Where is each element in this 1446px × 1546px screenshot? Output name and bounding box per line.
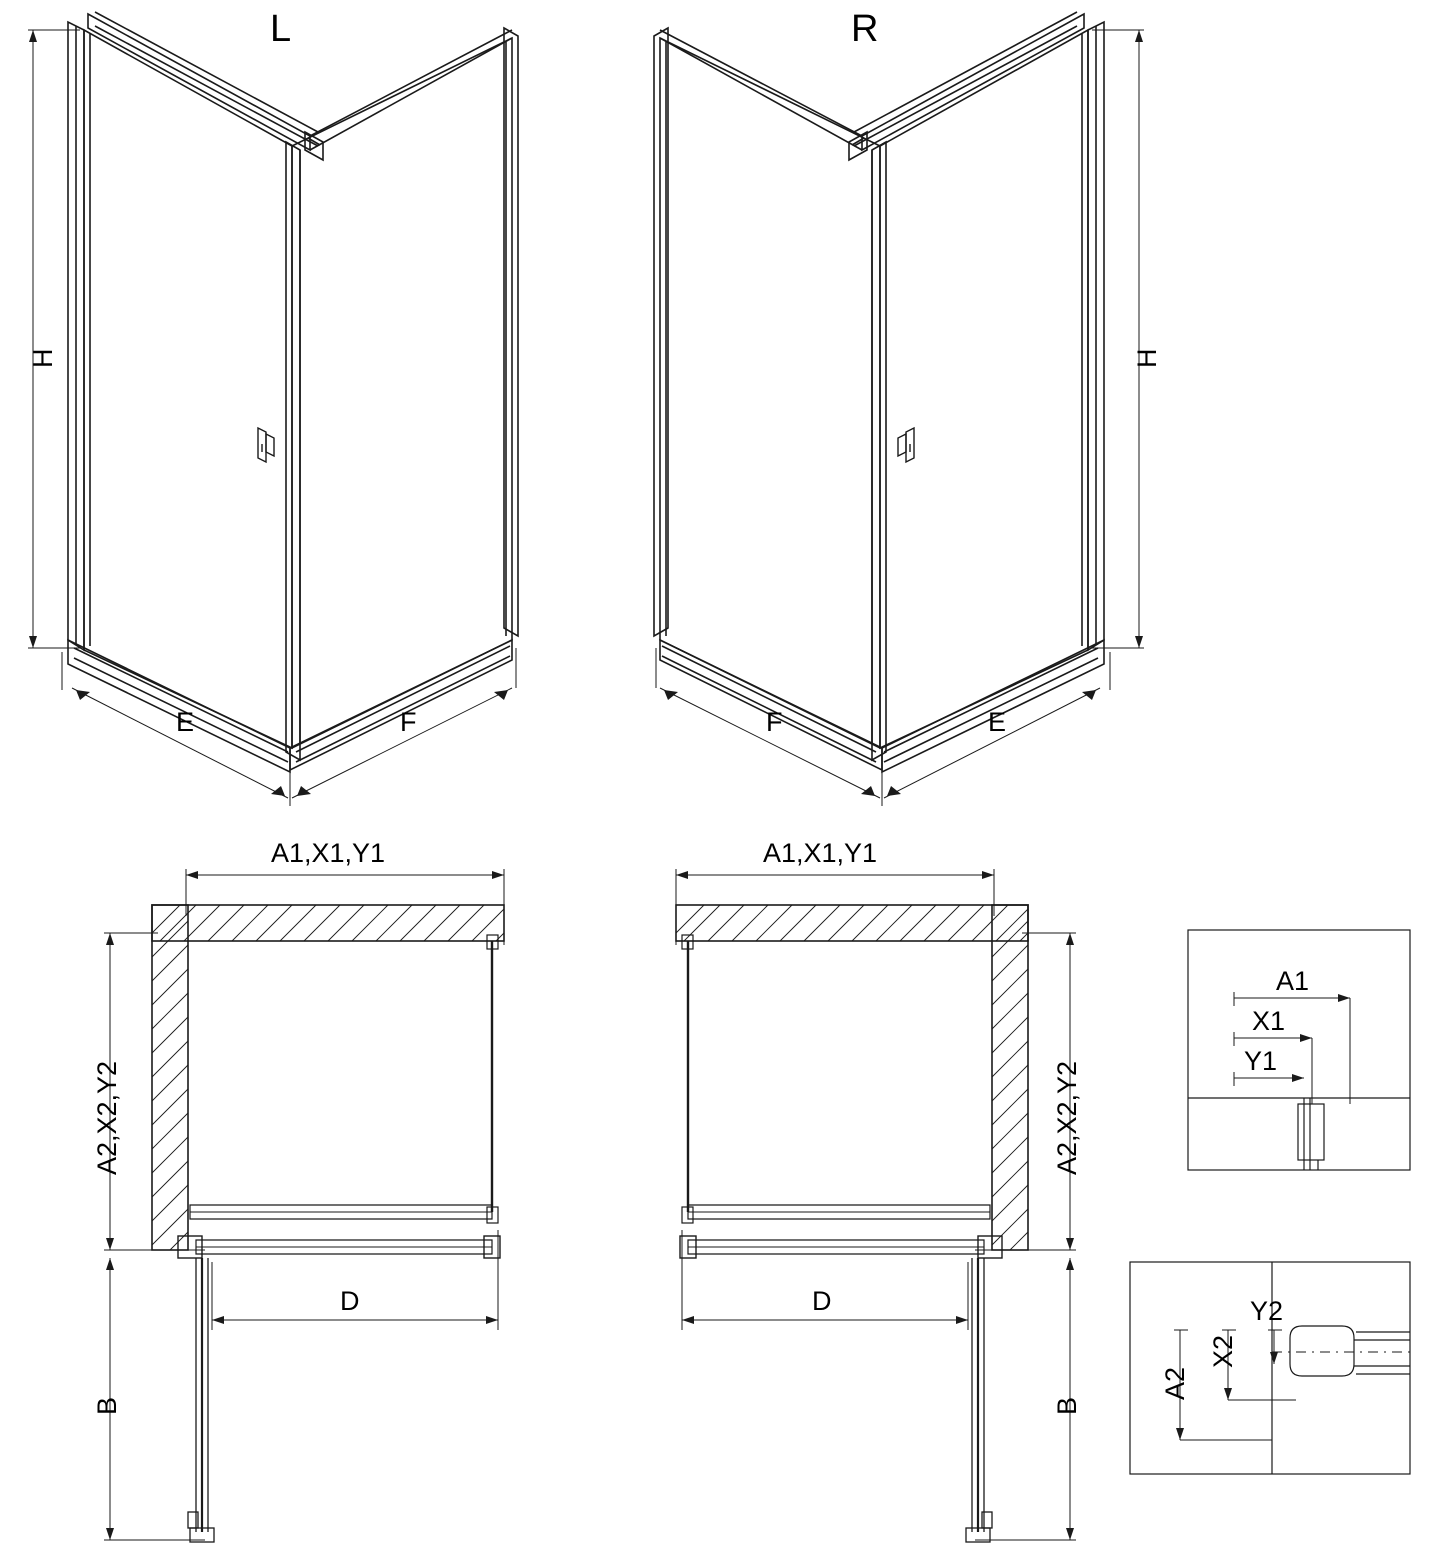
label-height-left: H [28, 348, 58, 368]
label-iso-left-e: E [176, 707, 195, 737]
label-variant-right: R [851, 8, 879, 50]
label-plan-left-top-dim: A1,X1,Y1 [271, 838, 386, 868]
label-variant-left: L [270, 8, 292, 50]
iso-right-view [654, 12, 1144, 806]
label-detail-x2: X2 [1208, 1334, 1238, 1368]
label-iso-right-f: F [766, 707, 783, 737]
label-detail-y1: Y1 [1244, 1046, 1278, 1076]
label-detail-x1: X1 [1252, 1006, 1286, 1036]
label-detail-a2: A2 [1160, 1366, 1190, 1400]
label-plan-left-door-dim: D [340, 1286, 360, 1316]
label-detail-y2: Y2 [1250, 1296, 1284, 1326]
label-plan-left-swing-dim: B [92, 1396, 122, 1415]
plan-left-view [104, 869, 504, 1542]
iso-left-view [28, 12, 518, 806]
label-height-right: H [1132, 348, 1162, 368]
label-detail-a1: A1 [1276, 966, 1310, 996]
label-plan-right-door-dim: D [812, 1286, 832, 1316]
label-plan-right-top-dim: A1,X1,Y1 [763, 838, 878, 868]
label-plan-right-side-dim: A2,X2,Y2 [1052, 1060, 1082, 1175]
label-plan-left-side-dim: A2,X2,Y2 [92, 1060, 122, 1175]
label-iso-right-e: E [988, 707, 1007, 737]
label-plan-right-swing-dim: B [1052, 1396, 1082, 1415]
plan-right-view [676, 869, 1076, 1542]
label-iso-left-f: F [400, 707, 417, 737]
